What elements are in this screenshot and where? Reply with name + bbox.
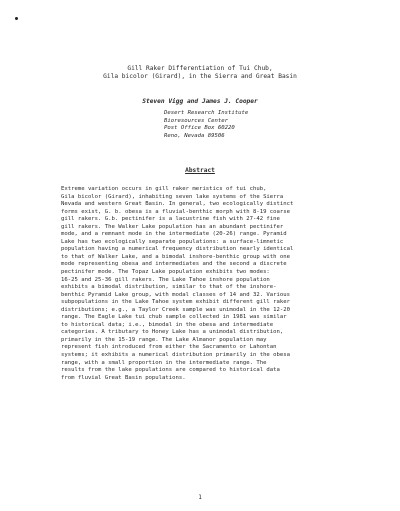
abstract-line: distributions; e.g., a Taylor Creek sample was unimodal in the 12-20 [61, 306, 291, 313]
authors: Steven Vigg and James J. Cooper [142, 98, 258, 105]
affiliation-line: Post Office Box 60220 [164, 125, 235, 132]
abstract-line: Nevada and western Great Basin. In general, two ecologically distinct [61, 201, 294, 208]
paper-title [0, 65, 400, 82]
abstract-heading-text: Abstract [185, 167, 215, 174]
abstract-line: pectinifer mode. The Topaz Lake population exhibits two modes: [61, 269, 270, 276]
stray-mark [15, 17, 18, 20]
abstract-line: mode, and a remnant mode in the intermediate (20-26) range. Pyramid [61, 231, 287, 238]
abstract-line: range. The Eagle Lake tui chub sample collected in 1981 was similar [61, 314, 287, 321]
abstract-heading [0, 167, 400, 174]
title-line-1: Gill Raker Differentiation of Tui Chub, [127, 65, 273, 72]
abstract-line: systems; it exhibits a numerical distribution primarily in the obesa [61, 352, 291, 359]
title-line-2: Gila bicolor (Girard), in the Sierra and Great Basin [103, 73, 297, 81]
abstract-line: primarily in the 15-19 range. The Lake Almanor population may [61, 336, 267, 343]
affiliation-line: Reno, Nevada 89506 [164, 132, 225, 139]
abstract-line: benthic Pyramid Lake group, with modal classes of 14 and 32. Various [61, 291, 291, 298]
page-number: 1 [198, 494, 202, 501]
abstract-line: 16-25 and 25-36 gill rakers. The Lake Tahoe inshore population [61, 276, 270, 283]
abstract-line: represent fish introduced from either the Sacramento or Lahontan [61, 344, 277, 351]
abstract-line: to historical data; i.e., bimodal in the obesa and intermediate [61, 321, 274, 328]
abstract-line: results from the lake populations are compared to historical data [61, 367, 280, 374]
abstract-line: mode representing obesa and intermediates and the second a discrete [61, 261, 287, 268]
abstract-line: gill rakers. G.b. pectinifer is a lacustrine fish with 27-42 fine [61, 216, 280, 223]
abstract-body [61, 186, 351, 382]
abstract-line: population having a numerical frequency distribution nearly identical [61, 246, 294, 253]
abstract-line: forms exist, G. b. obesa is a fluvial-benthic morph with 8-19 coarse [61, 208, 291, 215]
abstract-line: Lake has two ecologically separate populations: a surface-limnetic [61, 238, 284, 245]
abstract-line: from fluvial Great Basin populations. [61, 374, 186, 381]
abstract-line: Extreme variation occurs in gill raker meristics of tui chub, [61, 186, 267, 192]
abstract-line: gill rakers. The Walker Lake population has an abundant pectinifer [61, 223, 284, 230]
abstract-line: to that of Walker Lake, and a bimodal inshore-benthic group with one [61, 253, 291, 260]
abstract-line: range, with a small proportion in the intermediate range. The [61, 359, 267, 366]
abstract-line: subpopulations in the Lake Tahoe system exhibit different gill raker [61, 299, 291, 306]
affiliation-block [164, 110, 248, 140]
abstract-line: categories. A tributary to Honey Lake has a unimodal distribution, [61, 329, 284, 336]
abstract-line: Gila bicolor (Girard), inhabiting seven lake systems of the Sierra [61, 193, 284, 200]
affiliation-line: Desert Research Institute [164, 110, 249, 116]
affiliation-line: Bioresources Center [164, 117, 228, 124]
abstract-line: exhibits a bimodal distribution, similar to that of the inshore- [61, 284, 277, 291]
